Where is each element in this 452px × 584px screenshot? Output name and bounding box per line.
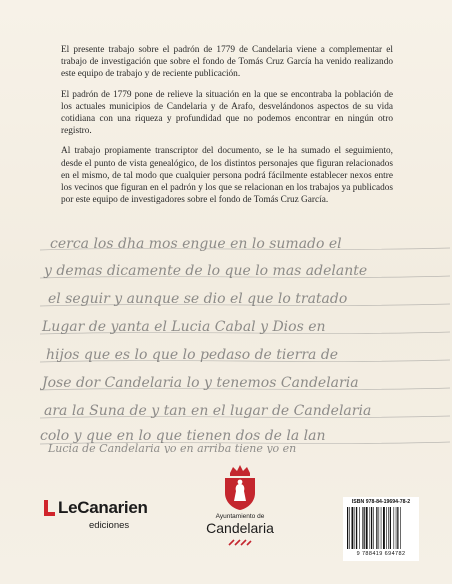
municipal-crest-icon: [222, 463, 258, 511]
manuscript-line: Jose dor Candelaria lo y tenemos Candelaria: [42, 375, 359, 391]
manuscript-line: y demas dicamente de lo que lo mas adelante: [44, 263, 368, 279]
municipality-logo: [200, 463, 280, 563]
isbn-digits: 9 788419 694782: [356, 551, 406, 557]
manuscript-line: cerca los dha mos engue en lo sumado el: [50, 236, 342, 252]
manuscript-line: el seguir y aunque se dio el que lo tratado: [48, 291, 348, 307]
synopsis-paragraph-2: El padrón de 1779 pone de relieve la situación en la que se encontraba la población de los actuales municipios de Candelaria y de Arafo, desvelándonos aspectos de su vida cotidiana con una riqueza y profundidad que no podemos encontrar en ningún otro registro.: [61, 89, 393, 137]
manuscript-line: ara la Suna de y tan en el lugar de Candelaria: [44, 403, 372, 419]
publisher-mark-icon: [44, 500, 55, 516]
wave-marks-icon: [228, 538, 252, 548]
synopsis-paragraph-1: El presente trabajo sobre el padrón de 1779 de Candelaria viene a complementar el trabajo de investigación que sobre el fondo de Tomás Cruz García ha venido realizando este equipo de trabajo y de reciente publicación.: [61, 45, 393, 80]
synopsis: [61, 44, 393, 214]
barcode-icon: [346, 507, 416, 549]
municipality-name: Candelaria: [206, 520, 274, 536]
manuscript-line: hijos que es lo que lo pedaso de tierra de: [46, 347, 339, 363]
manuscript-illustration: [40, 228, 450, 453]
publisher-subtitle: ediciones: [89, 520, 130, 531]
publisher-name: LeCanarien: [58, 498, 148, 517]
publisher-logo: [44, 497, 164, 537]
manuscript-line: colo y que en lo que tienen dos de la lan: [40, 428, 326, 444]
manuscript-line: Lucia de Candelaria yo en arriba tiene yo en: [48, 442, 297, 453]
synopsis-paragraph-3: Al trabajo propiamente transcriptor del documento, se le ha sumado el seguimiento, desde el punto de vista genealógico, de los distintos personajes que figuran relacionados en el mismo, de tal modo que cualquier persona podrá fácilmente establecer nexos entre los vecinos que figuran en el padrón y los que se relacionan en los trabajos ya publicados por este equipo de investigadores sobre el fondo de Tomás Cruz García.: [61, 146, 393, 206]
manuscript-line: Lugar de yanta el Lucia Cabal y Dios en: [42, 319, 326, 335]
municipality-line1: Ayuntamiento de: [215, 513, 265, 520]
isbn-barcode-block: [343, 497, 419, 561]
isbn-label: ISBN 978-84-19694-78-2: [351, 499, 411, 505]
